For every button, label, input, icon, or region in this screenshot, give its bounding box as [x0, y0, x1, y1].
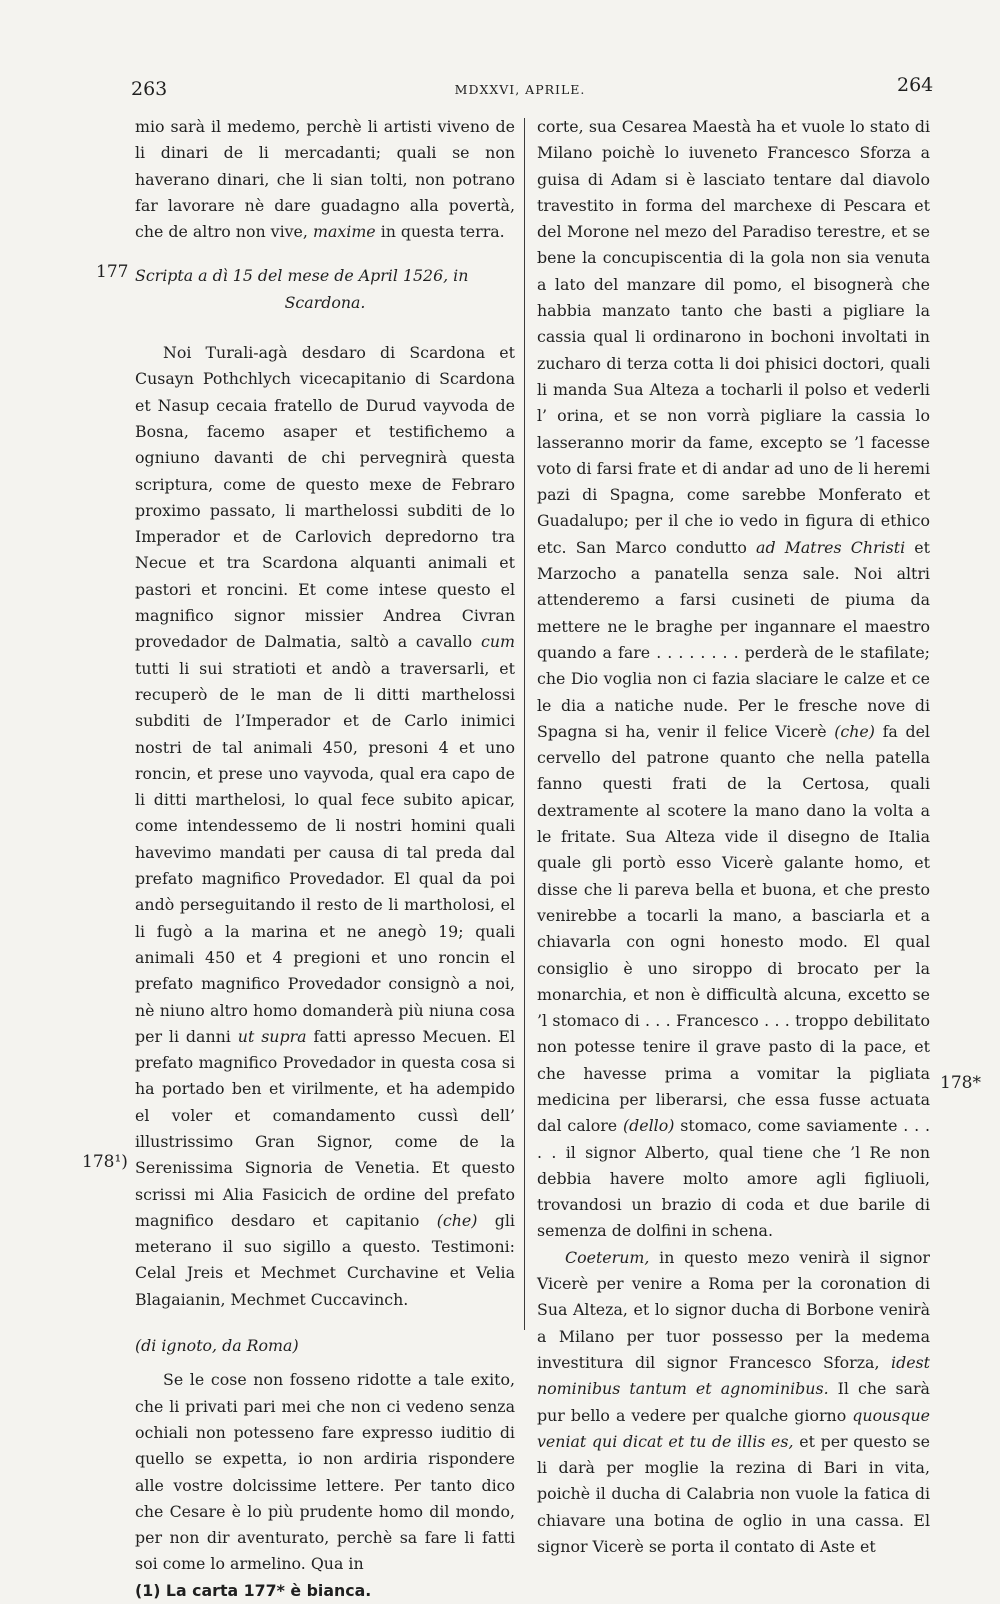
italic-run: (che): [436, 1210, 478, 1230]
text-run: corte, sua Cesarea Maestà ha et vuole lo stato di Milano poichè lo iuveneto Francesco Sforza a guisa di Adam si è lasciato tentare dal diavolo travestito in forma del marchexe di Pescara et del Morone nel mezo del Paradiso terestre, et se bene la concupiscentia di la gola non sia venuta a lato del manzare dil pomo, el bisognerà che habbia manzato tanto che basti a pigliare la cassia qual li ordinarono in bochoni involtati in zucharo di terza cotta li doi phisici doctori, quali li manda Sua Alteza a tocharli il polso et vederli l’ orina, et se non vorrà pigliare la cassia lo lasseranno morir da fame, excepto se ’l facesse voto di farsi frate et di andar ad uno de li heremi pazi di Spagna, come sarebbe Monferato et Guadalupo; per il che io vedo in figura di ethico etc. San Marco condutto: [537, 117, 930, 557]
text-run: fatti apresso Mecuen. El prefato magnifico Provedador in questa cosa si ha portado ben et virilmente, et ha adempido el voler et comandamento cussì dell’ illustrissimo Gran Signor, come de la Serenissima Signoria de Venetia. Et questo scrissi mi Alia Fasicich de ordine del prefato magnifico desdaro et capitanio: [135, 1026, 516, 1230]
text-run: tutti li sui stratioti et andò a traversarli, et recuperò de le man de li ditti marthelossi subditi de l’Imperador et de Carlo inimici nostri de tal animali 450, presoni 4 et uno roncin, et prese uno vayvoda, qual era capo de li ditti marthelosi, lo qual fece subito apicar, come intendessemo de li nostri homini quali havevimo mandati per causa di tal preda dal prefato magnifico Provedador. El qual da poi andò perseguitando il resto de li martholosi, el li fugò a la marina et ne anegò 19; quali animali 450 et 4 pregioni et uno roncin el prefato magnifico Provedador consignò a noi, nè niuno altro homo domanderà più niuna cosa per li danni: [135, 658, 515, 1046]
paragraph: [135, 114, 515, 245]
text-run: Noi Turali-agà desdaro di Scardona et Cusayn Pothchlych vicecapitanio di Scardona et Nasup cecaia fratello de Durud vayvoda de Bosna, facemo asaper et testifichemo a ogniuno davanti de chi pervegnirà questa scriptura, come de questo mexe de Febraro proximo passato, li marthelossi subditi de lo Imperador et de Carlovich depredorno tra Necue et tra Scardona alquanti animali et pastori et roncini. Et come intese questo el magnifico signor missier Andrea Civran provedador de Dalmatia, saltò a cavallo: [135, 343, 515, 652]
right-column: [537, 114, 930, 1560]
text-run: gli meterano il suo sigillo a questo. Testimoni: Celal Jreis et Mechmet Curchavine et Velia Blagaianin, Mechmet Cuccavinch.: [135, 1210, 515, 1309]
italic-run: ut supra: [237, 1026, 307, 1046]
text-run: et per questo se li darà per moglie la rezina di Bari in vita, poichè il ducha di Calabria non vuole la fatica di chiavare una botina de oglio in una cassa. El signor Vicerè se porta il contato di Aste et: [537, 1431, 930, 1557]
sub-heading: (di ignoto, da Roma): [135, 1336, 299, 1356]
italic-run: cum: [480, 632, 515, 652]
italic-run: (dello): [622, 1116, 675, 1136]
paragraph: [537, 1245, 930, 1561]
spacer: [135, 1313, 515, 1333]
heading-line: Scripta a dì 15 del mese de April 1526, in: [135, 266, 469, 286]
text-run: in questo mezo venirà il signor Vicerè per venire a Roma per la coronation di Sua Alteza, et lo signor ducha di Borbone venirà a Milano per tuor possesso per la medema investitura dil signor Francesco Sforza,: [537, 1247, 930, 1372]
italic-run: idest nominibus tantum et agnominibus.: [537, 1352, 930, 1399]
paragraph: [135, 340, 515, 1313]
text-run: mio sarà il medemo, perchè li artisti viveno de li dinari de li mercadanti; quali se non haverano dinari, che li sian tolti, non potrano far lavorare nè dare guadagno alla povertà, che de altro non vive,: [135, 117, 515, 242]
footnote: (1) La carta 177* è bianca.: [135, 1580, 372, 1600]
paragraph: [135, 1367, 515, 1577]
italic-run: quousque veniat qui dicat et tu de illis es,: [537, 1405, 930, 1451]
text-run: Il che sarà pur bello a vedere per qualche giorno: [537, 1379, 930, 1425]
text-run: stomaco, come saviamente . . . . . il signor Alberto, qual tiene che ’l Re non debbia havere molto amore agli figliuoli, trovandosi un brazio di coda et due barile di semenza de dolfini in schena.: [537, 1116, 930, 1241]
page-number-right: 264: [897, 74, 934, 96]
margin-number-178-star: 178*: [940, 1073, 981, 1093]
heading-line: Scardona.: [284, 292, 366, 312]
running-title: MDXXVI, APRILE.: [454, 82, 586, 97]
page-number-left: 263: [131, 78, 168, 100]
margin-number-177: 177: [96, 262, 129, 282]
running-head: [0, 74, 1000, 108]
italic-run: Coeterum,: [565, 1247, 650, 1267]
margin-number-178-note: 178¹): [82, 1152, 128, 1172]
paragraph: [537, 114, 930, 1245]
text-run: et Marzocho a panatella senza sale. Noi altri attenderemo a farsi cusineti de piuma da mettere ne le braghe per ingannare el maestro quando a fare . . . . . . . . perderà de le stafilate; che Dio voglia non ci fazia slaciare le calze et ce le dia a natiche nude. Per le fresche nove di Spagna si ha, venir il felice Vicerè: [537, 537, 930, 741]
spacer: [135, 316, 515, 340]
column-rule: [524, 118, 525, 1330]
italic-run: ad Matres Christi: [756, 537, 906, 557]
spacer: [135, 245, 515, 263]
text-run: Se le cose non fosseno ridotte a tale exito, che li privati pari mei che non ci vedeno senza ochiali non potesseno fare expresso iuditio di quello se expetta, io non ardiria rispondere alle vostre dolcissime lettere. Per tanto dico che Cesare è lo più prudente homo dil mondo, per non dir aventurato, perchè sa fare li fatti soi come lo armelino. Qua in: [135, 1370, 515, 1574]
spacer: [135, 1359, 515, 1367]
italic-run: maxime: [312, 222, 376, 242]
text-run: fa del cervello del patrone quanto che nella patella fanno questi frati de la Certosa, quali dextramente al scotere la mano dano la volta a le fritate. Sua Alteza vide il disegno de Italia quale gli portò esso Vicerè galante homo, et disse che li pareva bella et buona, et che presto venirebbe a tocarli la mano, a basciarla et a chiavarla con ogni honesto modo. El qual consiglio è uno siroppo di brocato per la monarchia, et non è difficultà alcuna, excetto se ’l stomaco di . . . Francesco . . . troppo debilitato non potesse tenire il grave pasto di la pace, et che havesse prima a vomitar la pigliata medicina per liberarsi, che essa fusse actuata dal calore: [537, 721, 930, 1136]
document-heading: [135, 263, 515, 316]
italic-run: (che): [834, 721, 875, 741]
text-run: in questa terra.: [380, 222, 505, 242]
left-column: [135, 114, 515, 1604]
